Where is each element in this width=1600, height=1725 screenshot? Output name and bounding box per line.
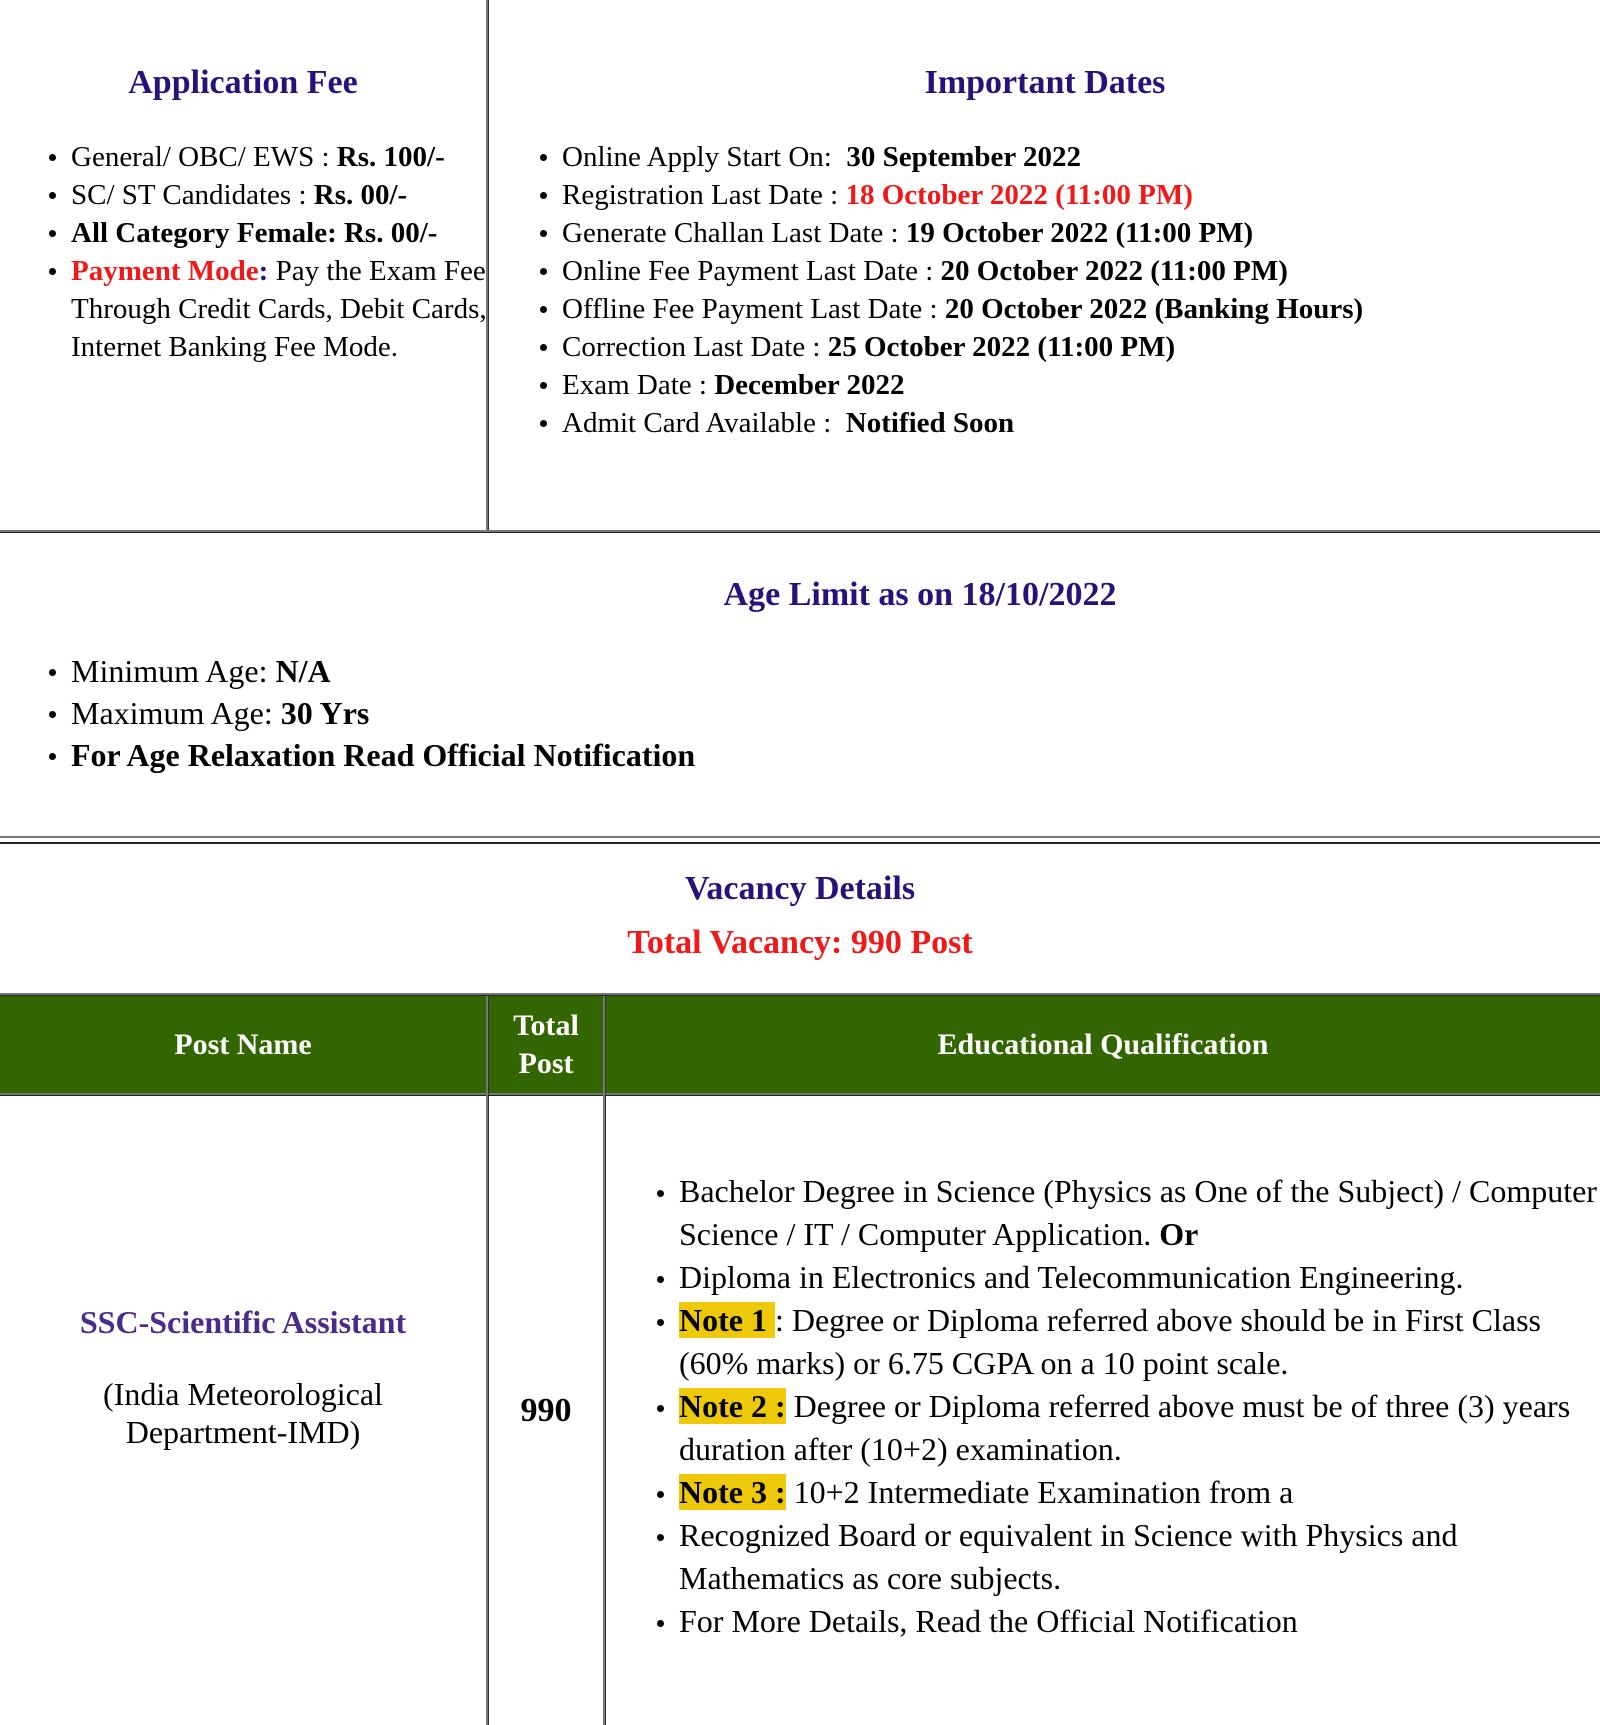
age-limit-list	[0, 650, 695, 776]
qualification-list	[606, 1170, 1600, 1643]
application-fee-title: Application Fee	[128, 64, 358, 101]
header-educational-qualification: Educational Qualification	[937, 1027, 1269, 1061]
fee-item: All Category Female: Rs. 00/-	[71, 214, 490, 252]
section-divider	[0, 530, 1600, 533]
application-fee-list	[0, 138, 490, 366]
post-name: SSC-Scientific Assistant	[79, 1303, 407, 1340]
header-post-name: Post Name	[174, 1027, 312, 1061]
date-item: Exam Date : December 2022	[562, 366, 1363, 404]
age-item: Maximum Age: 30 Yrs	[71, 692, 695, 734]
qualification-item: Note 1 : Degree or Diploma referred above should be in First Class (60% marks) or 6.75 CGPA on a 10 point scale.	[679, 1299, 1600, 1385]
fee-item: SC/ ST Candidates : Rs. 00/-	[71, 176, 490, 214]
fee-item-payment-mode: Payment Mode: Pay the Exam Fee Through Credit Cards, Debit Cards, Internet Banking Fee Mode.	[71, 252, 490, 366]
note-badge: Note 1	[679, 1302, 775, 1338]
section-divider	[0, 836, 1600, 844]
fee-item: General/ OBC/ EWS : Rs. 100/-	[71, 138, 490, 176]
total-vacancy: Total Vacancy: 990 Post	[627, 924, 973, 961]
age-item: For Age Relaxation Read Official Notification	[71, 734, 695, 776]
date-item: Offline Fee Payment Last Date : 20 October 2022 (Banking Hours)	[562, 290, 1363, 328]
date-item: Online Apply Start On: 30 September 2022	[562, 138, 1363, 176]
qualification-item: Recognized Board or equivalent in Science with Physics and Mathematics as core subjects.	[679, 1514, 1600, 1600]
post-department: (India Meteorological Department-IMD)	[103, 1375, 383, 1450]
total-post-cell: 990	[520, 1392, 572, 1429]
important-dates-list	[490, 138, 1363, 442]
age-item: Minimum Age: N/A	[71, 650, 695, 692]
date-item: Correction Last Date : 25 October 2022 (11:00 PM)	[562, 328, 1363, 366]
age-limit-title: Age Limit as on 18/10/2022	[723, 576, 1117, 613]
table-header	[0, 996, 1600, 1093]
date-item: Registration Last Date : 18 October 2022 (11:00 PM)	[562, 176, 1363, 214]
important-dates-title: Important Dates	[924, 64, 1166, 101]
date-item: Online Fee Payment Last Date : 20 October 2022 (11:00 PM)	[562, 252, 1363, 290]
header-total-post: Total Post	[513, 1008, 579, 1080]
date-item: Generate Challan Last Date : 19 October 2022 (11:00 PM)	[562, 214, 1363, 252]
date-item: Admit Card Available : Notified Soon	[562, 404, 1363, 442]
qualification-item: Note 2 : Degree or Diploma referred above must be of three (3) years duration after (10+2) examination.	[679, 1385, 1600, 1471]
note-badge: Note 3 :	[679, 1474, 786, 1510]
qualification-item: For More Details, Read the Official Notification	[679, 1600, 1600, 1643]
note-badge: Note 2 :	[679, 1388, 786, 1424]
qualification-item: Note 3 : 10+2 Intermediate Examination from a	[679, 1471, 1600, 1514]
post-name-cell	[0, 1097, 486, 1725]
table-header-border	[0, 1093, 1600, 1096]
qualification-item: Diploma in Electronics and Telecommunication Engineering.	[679, 1256, 1600, 1299]
qualification-item: Bachelor Degree in Science (Physics as One of the Subject) / Computer Science / IT / Computer Application. Or	[679, 1170, 1600, 1256]
vacancy-details-title: Vacancy Details	[684, 870, 916, 907]
